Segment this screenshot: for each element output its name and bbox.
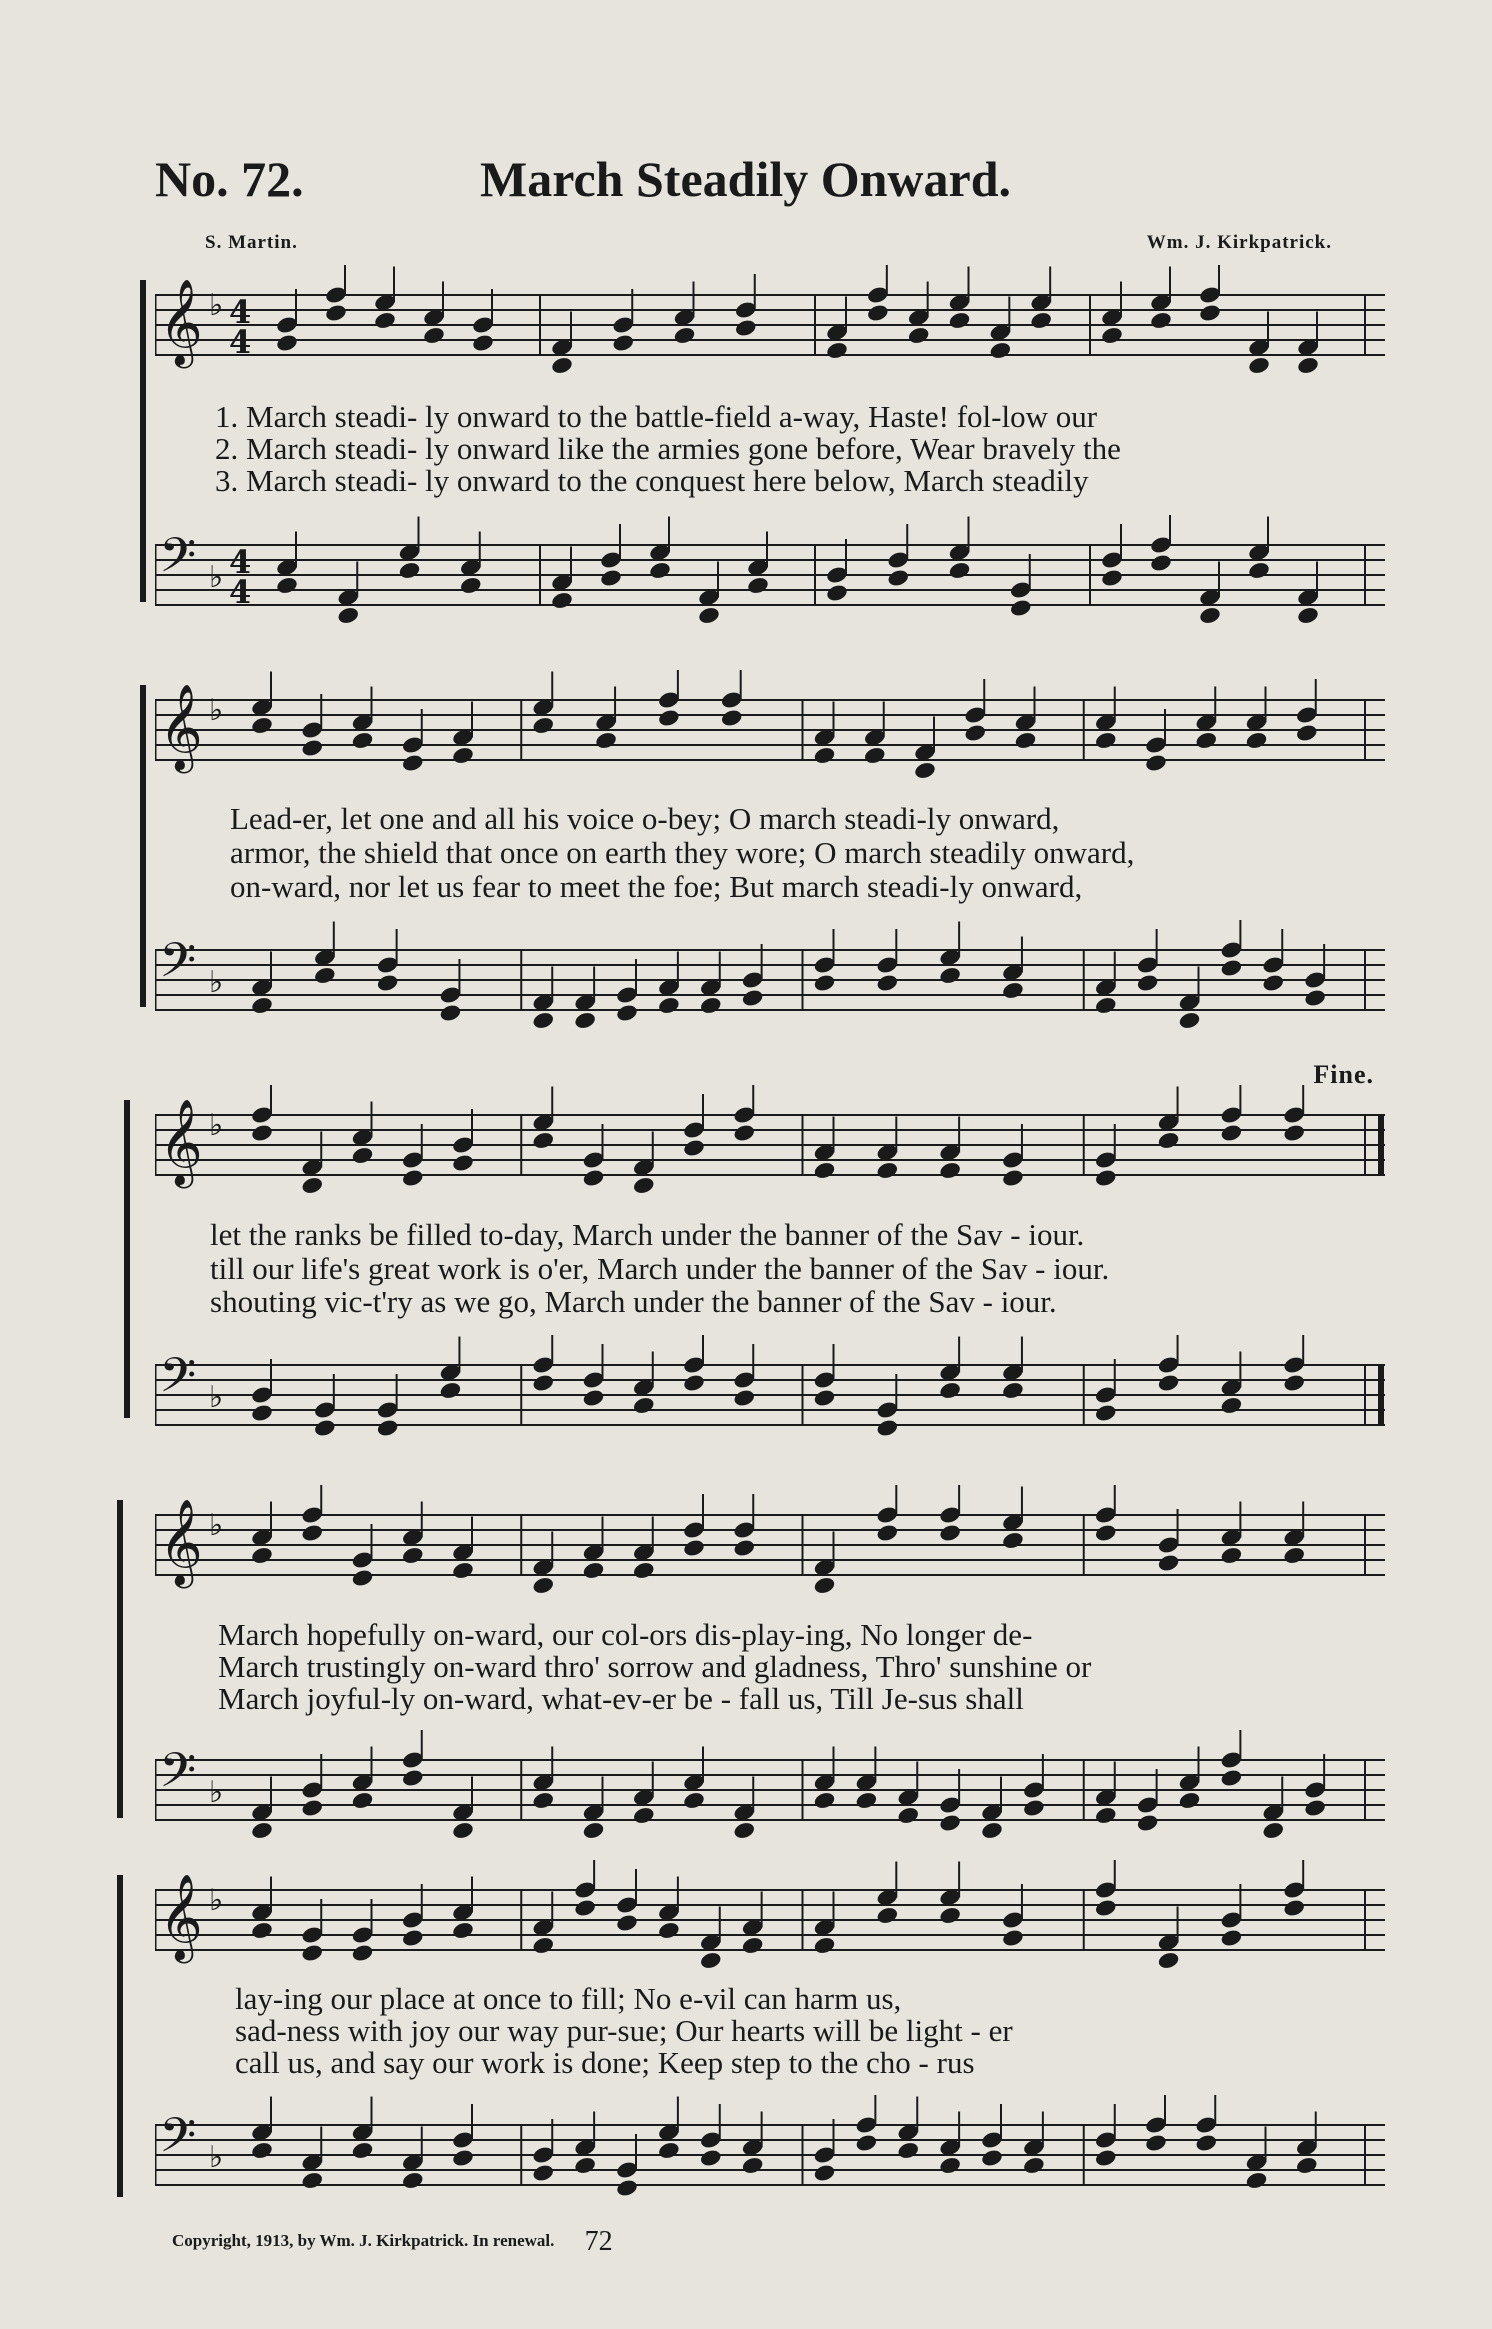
note-head-icon (813, 929, 837, 993)
note-head-icon (732, 1777, 756, 1841)
note-head-icon (1220, 1502, 1244, 1566)
key-flat-icon: ♭ (209, 693, 224, 728)
note-head-icon (1303, 1754, 1327, 1818)
note-head-icon (351, 1102, 375, 1166)
treble-staff (155, 265, 1385, 385)
note-head-icon (1001, 1884, 1025, 1948)
note-head-icon (980, 1777, 1004, 1841)
note-head-icon (648, 517, 672, 581)
note-head-icon (855, 1747, 879, 1811)
note-head-icon (1261, 1777, 1285, 1841)
treble-clef-icon: 𝄞 (159, 1874, 203, 1960)
note-head-icon (573, 2112, 597, 2176)
treble-staff (155, 1085, 1385, 1205)
lyric-line: March trustingly on-ward thro' sorrow and gladness, Thro' sunshine or (218, 1649, 1092, 1684)
note-head-icon (1198, 265, 1222, 323)
note-head-icon (594, 687, 618, 751)
system-brace (140, 280, 146, 602)
note-head-icon (250, 672, 274, 736)
note-head-icon (1157, 1335, 1181, 1393)
note-head-icon (1198, 562, 1222, 626)
note-head-icon (1094, 1124, 1118, 1188)
note-head-icon (746, 532, 770, 596)
note-head-icon (886, 524, 910, 588)
note-head-icon (1220, 1085, 1244, 1143)
note-head-icon (699, 2104, 723, 2168)
note-head-icon (275, 532, 299, 596)
note-head-icon (615, 959, 639, 1023)
system-brace (117, 1500, 123, 1818)
time-signature-digit: 4 (229, 293, 252, 331)
staff-lines (155, 2095, 1385, 2215)
treble-clef-icon: 𝄞 (159, 1499, 203, 1585)
note-head-icon (573, 967, 597, 1031)
note-head-icon (615, 1869, 639, 1933)
note-head-icon (938, 1769, 962, 1833)
staff-lines (155, 920, 1385, 1040)
note-head-icon (682, 1335, 706, 1393)
note-head-icon (401, 709, 425, 773)
lyric-line: lay-ing our place at once to fill; No e-vil can harm us, (235, 1981, 902, 2016)
note-head-icon (1136, 929, 1160, 993)
lyric-line: let the ranks be filled to-day, March under the banner of the Sav - iour. (210, 1217, 1085, 1252)
copyright-notice: Copyright, 1913, by Wm. J. Kirkpatrick. In renewal. (172, 2230, 555, 2250)
note-head-icon (813, 1532, 837, 1596)
note-head-icon (657, 2097, 681, 2161)
note-head-icon (1100, 524, 1124, 588)
note-head-icon (732, 1494, 756, 1558)
note-head-icon (1149, 267, 1173, 331)
note-head-icon (582, 1517, 606, 1581)
lyric-line: March hopefully on-ward, our col-ors dis-play-ing, No longer de- (218, 1617, 1033, 1652)
staff-lines (155, 1485, 1385, 1605)
staff-lines (155, 515, 1385, 635)
note-head-icon (657, 1877, 681, 1941)
composer-credit: Wm. J. Kirkpatrick. (1146, 232, 1332, 253)
note-head-icon (1001, 1124, 1025, 1188)
note-head-icon (732, 1085, 756, 1143)
note-head-icon (813, 1344, 837, 1408)
note-head-icon (657, 670, 681, 728)
hymn-number: No. 72. (155, 151, 304, 207)
note-head-icon (1178, 1747, 1202, 1811)
note-head-icon (825, 539, 849, 603)
bass-clef-icon: 𝄢 (159, 527, 197, 595)
note-head-icon (582, 1777, 606, 1841)
hymn-title: March Steadily Onward. (480, 151, 1012, 207)
note-head-icon (1022, 1754, 1046, 1818)
system-brace (117, 1875, 123, 2197)
note-head-icon (1029, 267, 1053, 331)
key-flat-icon: ♭ (209, 1883, 224, 1918)
time-signature-digit: 4 (229, 323, 252, 361)
note-head-icon (398, 517, 422, 581)
note-head-icon (250, 1777, 274, 1841)
note-head-icon (1220, 1352, 1244, 1416)
note-head-icon (324, 265, 348, 323)
note-head-icon (989, 297, 1013, 361)
note-head-icon (1282, 1335, 1306, 1393)
note-head-icon (876, 1485, 900, 1543)
system-brace (124, 1100, 130, 1418)
note-head-icon (300, 694, 324, 758)
note-head-icon (1022, 2112, 1046, 2176)
note-head-icon (451, 1109, 475, 1173)
key-flat-icon: ♭ (209, 1775, 224, 1810)
note-head-icon (250, 1877, 274, 1941)
note-head-icon (531, 1747, 555, 1811)
note-head-icon (351, 2097, 375, 2161)
note-head-icon (855, 2095, 879, 2153)
note-head-icon (531, 672, 555, 736)
bass-clef-icon: 𝄢 (159, 932, 197, 1000)
note-head-icon (1220, 1884, 1244, 1948)
lyric-line: on-ward, nor let us fear to meet the foe; But march steadi-ly onward, (230, 869, 1083, 904)
note-head-icon (1220, 1730, 1244, 1788)
note-head-icon (250, 952, 274, 1016)
note-head-icon (741, 2112, 765, 2176)
note-head-icon (876, 1374, 900, 1438)
note-head-icon (300, 1132, 324, 1196)
note-head-icon (938, 1485, 962, 1543)
note-head-icon (657, 952, 681, 1016)
note-head-icon (573, 1860, 597, 1918)
treble-clef-icon: 𝄞 (159, 684, 203, 770)
note-head-icon (1014, 687, 1038, 751)
note-head-icon (632, 1517, 656, 1581)
note-head-icon (907, 282, 931, 346)
note-head-icon (632, 1762, 656, 1826)
key-flat-icon: ♭ (209, 965, 224, 1000)
key-flat-icon: ♭ (209, 1380, 224, 1415)
note-head-icon (531, 2119, 555, 2183)
note-head-icon (550, 547, 574, 611)
note-head-icon (531, 1087, 555, 1151)
note-head-icon (1194, 687, 1218, 751)
bass-clef-icon: 𝄢 (159, 1742, 197, 1810)
note-head-icon (336, 562, 360, 626)
note-head-icon (813, 1117, 837, 1181)
treble-staff (155, 1485, 1385, 1605)
note-head-icon (1009, 554, 1033, 618)
note-head-icon (451, 1777, 475, 1841)
note-head-icon (531, 1335, 555, 1393)
note-head-icon (632, 1352, 656, 1416)
lyric-line: till our life's great work is o'er, March under the banner of the Sav - iour. (210, 1251, 1110, 1286)
note-head-icon (451, 1517, 475, 1581)
staff-lines (155, 1085, 1385, 1205)
note-head-icon (1245, 687, 1269, 751)
staff-lines (155, 1860, 1385, 1980)
note-head-icon (1247, 312, 1271, 376)
bass-staff (155, 1730, 1385, 1850)
note-head-icon (599, 524, 623, 588)
key-flat-icon: ♭ (209, 1108, 224, 1143)
note-head-icon (741, 944, 765, 1008)
lyric-line: call us, and say our work is done; Keep step to the cho - rus (235, 2045, 975, 2080)
note-head-icon (1001, 937, 1025, 1001)
note-head-icon (699, 1907, 723, 1971)
note-head-icon (699, 952, 723, 1016)
treble-staff (155, 1860, 1385, 1980)
treble-clef-icon: 𝄞 (159, 1099, 203, 1185)
note-head-icon (876, 1117, 900, 1181)
staff-lines (155, 1730, 1385, 1850)
lyric-line: 3. March steadi- ly onward to the conquest here below, March steadily (215, 463, 1089, 498)
footer (172, 2226, 613, 2258)
note-head-icon (813, 1892, 837, 1956)
note-head-icon (300, 2127, 324, 2191)
note-head-icon (1247, 517, 1271, 581)
key-flat-icon: ♭ (209, 560, 224, 595)
note-head-icon (376, 929, 400, 993)
note-head-icon (1094, 1860, 1118, 1918)
note-head-icon (732, 1344, 756, 1408)
note-head-icon (1094, 1485, 1118, 1543)
note-head-icon (451, 702, 475, 766)
note-head-icon (351, 687, 375, 751)
note-head-icon (1296, 562, 1320, 626)
note-head-icon (980, 2104, 1004, 2168)
lyric-line: shouting vic-t'ry as we go, March under the banner of the Sav - iour. (210, 1284, 1057, 1319)
note-head-icon (459, 532, 483, 596)
note-head-icon (250, 1359, 274, 1423)
note-head-icon (422, 282, 446, 346)
lyricist-credit: S. Martin. (205, 232, 298, 253)
note-head-icon (1144, 2095, 1168, 2153)
note-head-icon (963, 679, 987, 743)
bass-clef-icon: 𝄢 (159, 2107, 197, 2175)
bass-staff (155, 920, 1385, 1040)
note-head-icon (938, 1337, 962, 1401)
note-head-icon (1094, 1762, 1118, 1826)
note-head-icon (531, 1532, 555, 1596)
lyric-line: 2. March steadi- ly onward like the armies gone before, Wear bravely the (215, 431, 1121, 466)
note-head-icon (1144, 709, 1168, 773)
note-head-icon (582, 1344, 606, 1408)
note-head-icon (938, 2112, 962, 2176)
note-head-icon (1194, 2095, 1218, 2153)
note-head-icon (550, 312, 574, 376)
note-head-icon (401, 1124, 425, 1188)
note-head-icon (1245, 2127, 1269, 2191)
note-head-icon (471, 289, 495, 353)
time-signature-digit: 4 (229, 573, 252, 611)
note-head-icon (1157, 1907, 1181, 1971)
note-head-icon (825, 297, 849, 361)
note-head-icon (682, 1747, 706, 1811)
note-head-icon (351, 1524, 375, 1588)
note-head-icon (250, 2097, 274, 2161)
note-head-icon (1136, 1769, 1160, 1833)
note-head-icon (697, 562, 721, 626)
note-head-icon (682, 1494, 706, 1558)
note-head-icon (300, 1754, 324, 1818)
note-head-icon (896, 1762, 920, 1826)
note-head-icon (1157, 1087, 1181, 1151)
note-head-icon (401, 1884, 425, 1948)
note-head-icon (300, 1485, 324, 1543)
time-signature-digit: 4 (229, 543, 252, 581)
note-head-icon (813, 1747, 837, 1811)
note-head-icon (734, 274, 758, 338)
note-head-icon (1094, 687, 1118, 751)
note-head-icon (1282, 1502, 1306, 1566)
key-flat-icon: ♭ (209, 288, 224, 323)
note-head-icon (1157, 1509, 1181, 1573)
note-head-icon (1094, 1359, 1118, 1423)
bass-clef-icon: 𝄢 (159, 1347, 197, 1415)
note-head-icon (632, 1132, 656, 1196)
note-head-icon (1296, 312, 1320, 376)
note-head-icon (866, 265, 890, 323)
note-head-icon (531, 967, 555, 1031)
note-head-icon (439, 959, 463, 1023)
note-head-icon (938, 1117, 962, 1181)
note-head-icon (1261, 929, 1285, 993)
staff-lines (155, 265, 1385, 385)
treble-staff (155, 670, 1385, 790)
note-head-icon (1295, 2112, 1319, 2176)
note-head-icon (250, 1085, 274, 1143)
lyric-line: Lead-er, let one and all his voice o-bey; O march steadi-ly onward, (230, 801, 1060, 836)
note-head-icon (451, 1877, 475, 1941)
note-head-icon (611, 289, 635, 353)
note-head-icon (1001, 1487, 1025, 1551)
note-head-icon (1001, 1337, 1025, 1401)
fine-marking: Fine. (1313, 1060, 1374, 1089)
note-head-icon (1220, 920, 1244, 978)
note-head-icon (913, 717, 937, 781)
note-head-icon (313, 1374, 337, 1438)
note-head-icon (582, 1124, 606, 1188)
note-head-icon (1094, 952, 1118, 1016)
key-flat-icon: ♭ (209, 1508, 224, 1543)
note-head-icon (300, 1899, 324, 1963)
note-head-icon (896, 2097, 920, 2161)
note-head-icon (813, 2119, 837, 2183)
note-head-icon (401, 2127, 425, 2191)
note-head-icon (351, 1747, 375, 1811)
note-head-icon (376, 1374, 400, 1438)
note-head-icon (813, 702, 837, 766)
lyric-line: sad-ness with joy our way pur-sue; Our hearts will be light - er (235, 2013, 1013, 2048)
note-head-icon (373, 267, 397, 331)
note-head-icon (1282, 1860, 1306, 1918)
note-head-icon (938, 922, 962, 986)
note-head-icon (351, 1899, 375, 1963)
note-head-icon (1149, 515, 1173, 573)
note-head-icon (451, 2104, 475, 2168)
bass-staff (155, 1335, 1385, 1455)
note-head-icon (275, 289, 299, 353)
note-head-icon (439, 1337, 463, 1401)
note-head-icon (948, 267, 972, 331)
system-brace (140, 685, 146, 1007)
note-head-icon (876, 929, 900, 993)
note-head-icon (401, 1502, 425, 1566)
lyric-line: March joyful-ly on-ward, what-ev-er be - fall us, Till Je-sus shall (218, 1681, 1024, 1716)
note-head-icon (1295, 679, 1319, 743)
bass-staff (155, 2095, 1385, 2215)
note-head-icon (1282, 1085, 1306, 1143)
note-head-icon (1178, 967, 1202, 1031)
note-head-icon (615, 2134, 639, 2198)
key-flat-icon: ♭ (209, 2140, 224, 2175)
note-head-icon (741, 1892, 765, 1956)
note-head-icon (938, 1862, 962, 1926)
note-head-icon (250, 1502, 274, 1566)
lyric-line: 1. March steadi- ly onward to the battle-field a-way, Haste! fol-low our (215, 399, 1098, 434)
bass-staff (155, 515, 1385, 635)
note-head-icon (1100, 282, 1124, 346)
note-head-icon (876, 1862, 900, 1926)
note-head-icon (720, 670, 744, 728)
note-head-icon (863, 702, 887, 766)
staff-lines (155, 1335, 1385, 1455)
note-head-icon (1094, 2104, 1118, 2168)
lyric-line: armor, the shield that once on earth they wore; O march steadily onward, (230, 835, 1135, 870)
note-head-icon (682, 1094, 706, 1158)
note-head-icon (673, 282, 697, 346)
note-head-icon (531, 1892, 555, 1956)
staff-lines (155, 670, 1385, 790)
treble-clef-icon: 𝄞 (159, 279, 203, 365)
note-head-icon (401, 1730, 425, 1788)
note-head-icon (948, 517, 972, 581)
note-head-icon (1303, 944, 1327, 1008)
page-number: 72 (584, 2226, 613, 2257)
note-head-icon (313, 922, 337, 986)
